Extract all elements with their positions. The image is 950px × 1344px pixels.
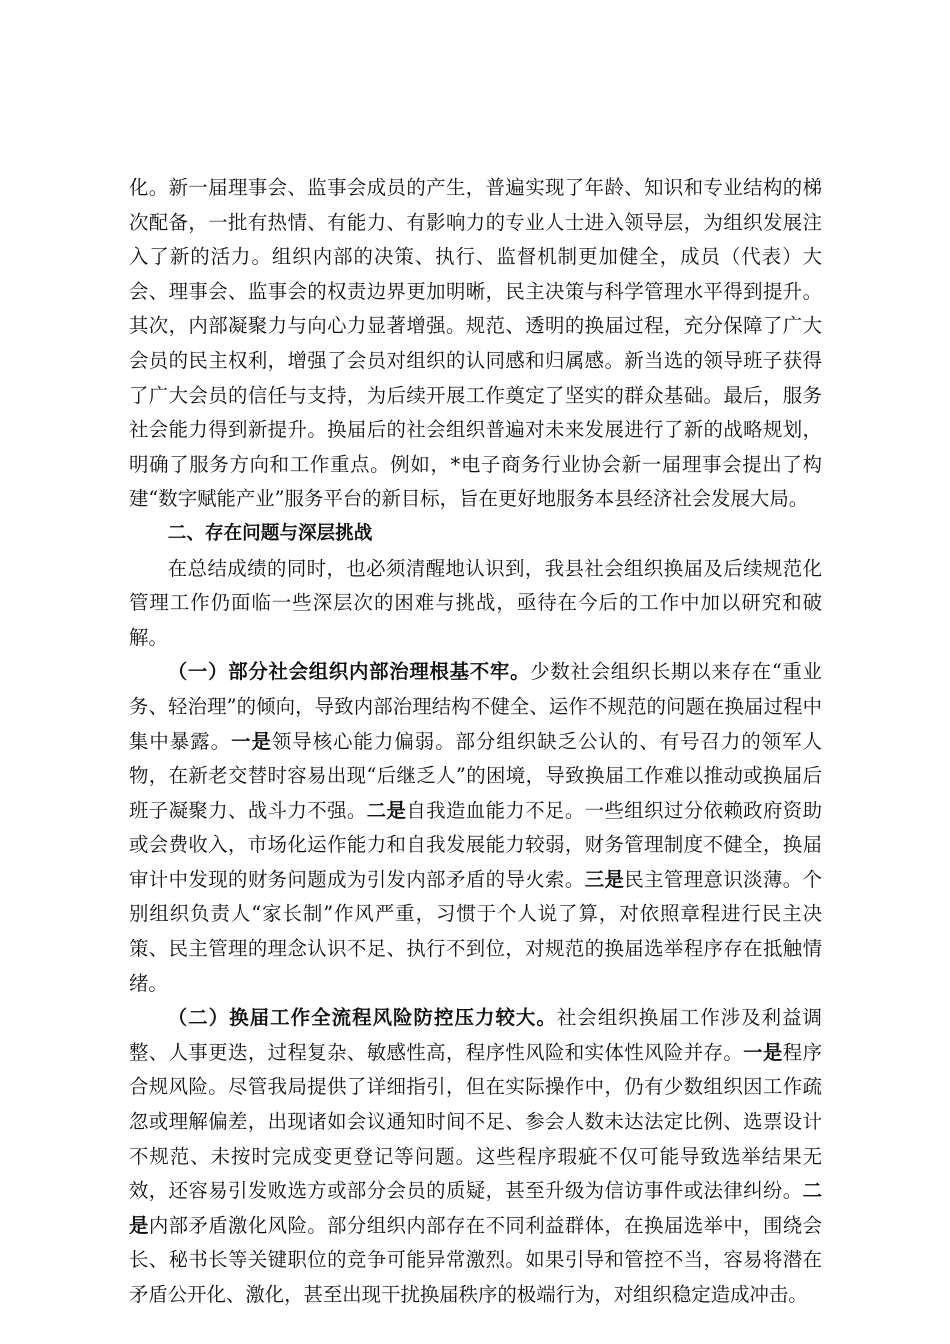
- paragraph-text: 程序合规风险。尽管我局提供了详细指引，但在实际操作中，仍有少数组织因工作疏忽或理解偏差，出现诸如会议通知时间不足、参会人数未达法定比例、选票设计不规范、未按时完成变更登记等问题。这些程序瑕疵不仅可能导致选举结果无效，还容易引发败选方或部分会员的质疑，甚至升级为信访事件或法律纠纷。: [129, 1040, 822, 1203]
- document-body: [129, 171, 822, 1313]
- paragraph-continuation: 化。新一届理事会、监事会成员的产生，普遍实现了年龄、知识和专业结构的梯次配备，一批有热情、有能力、有影响力的专业人士进入领导层，为组织发展注入了新的活力。组织内部的决策、执行、监督机制更加健全，成员（代表）大会、理事会、监事会的权责边界更加明晰，民主决策与科学管理水平得到提升。其次，内部凝聚力与向心力显著增强。规范、透明的换届过程，充分保障了广大会员的民主权利，增强了会员对组织的认同感和归属感。新当选的领导班子获得了广大会员的信任与支持，为后续开展工作奠定了坚实的群众基础。最后，服务社会能力得到新提升。换届后的社会组织普遍对未来发展进行了新的战略规划，明确了服务方向和工作重点。例如，*电子商务行业协会新一届理事会提出了构建“数字赋能产业”服务平台的新目标，旨在更好地服务本县经济社会发展大局。: [129, 176, 822, 511]
- section-heading: 二、存在问题与深层挑战: [167, 522, 373, 544]
- paragraph-text: 领导核心能力偏弱。部分组织缺乏公认的、有号召力的领军人物，在新老交替时容易出现“后继乏人”的困境，导致换届工作难以推动或换届后班子凝聚力、战斗力不强。: [129, 729, 823, 822]
- paragraph-intro: 在总结成绩的同时，也必须清醒地认识到，我县社会组织换届及后续规范化管理工作仍面临一些深层次的困难与挑战，亟待在今后的工作中加以研究和破解。: [129, 556, 822, 649]
- point-marker: 二是: [366, 798, 407, 822]
- point-marker: 一是: [743, 1040, 783, 1064]
- subheading-risk: （二）换届工作全流程风险防控压力较大。: [167, 1006, 557, 1030]
- paragraph-governance: [129, 655, 822, 1001]
- paragraph-text: 内部矛盾激化风险。部分组织内部存在不同利益群体，在换届选举中，围绕会长、秘书长等关键职位的竞争可能异常激烈。如果引导和管控不当，容易将潜在矛盾公开化、激化，甚至出现干扰换届秩序的极端行为，对组织稳定造成冲击。: [129, 1213, 822, 1306]
- subheading-governance: （一）部分社会组织内部治理根基不牢。: [167, 660, 531, 684]
- point-marker: 一是: [231, 729, 272, 753]
- paragraph-text: 民主管理意识淡薄。个别组织负责人“家长制”作风严重，习惯于个人说了算，对依照章程进行民主决策、民主管理的理念认识不足、执行不到位，对规范的换届选举程序存在抵触情绪。: [129, 867, 823, 995]
- paragraph-text: 少数社会组织长期以来存在“重业务、轻治理”的倾向，导致内部治理结构不健全、运作不规范的问题在换届过程中集中暴露。: [129, 660, 823, 753]
- paragraph-text: 自我造血能力不足。一些组织过分依赖政府资助或会费收入，市场化运作能力和自我发展能力较弱，财务管理制度不健全，换届审计中发现的财务问题成为引发内部矛盾的导火索。: [129, 798, 823, 891]
- point-marker: 二是: [129, 1179, 822, 1237]
- paragraph-text: 社会组织换届工作涉及利益调整、人事更迭，过程复杂、敏感性高，程序性风险和实体性风险并存。: [129, 1006, 822, 1064]
- paragraph-risk: [129, 1001, 822, 1312]
- point-marker: 三是: [584, 867, 625, 891]
